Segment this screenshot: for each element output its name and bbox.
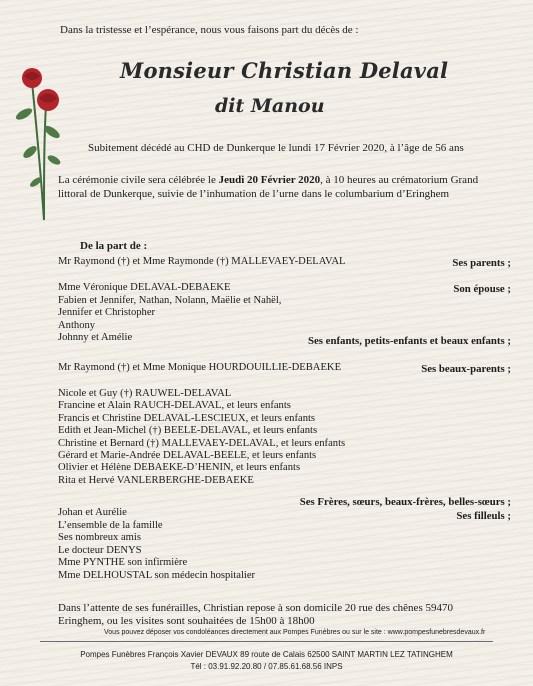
de-la-part-heading: De la part de : xyxy=(80,240,148,252)
intro-text: Dans la tristesse et l’espérance, nous vous faisons part du décès de : xyxy=(60,24,359,36)
list-item: Johan et Aurélie xyxy=(58,507,127,518)
list-item: Edith et Jean-Michel (†) BEELE-DELAVAL, et leurs enfants xyxy=(58,425,318,437)
funeral-home-phone: Tél : 03.91.92.20.80 / 07.85.61.68.56 INPS xyxy=(190,662,343,671)
in-laws-line: Mr Raymond (†) et Mme Monique HOURDOUILLIE-DEBAEKE xyxy=(58,362,342,373)
visitation-line2: Eringhem, ou les visites sont souhaitées de 15h00 à 18h00 xyxy=(58,615,315,627)
others-list xyxy=(58,507,255,583)
siblings-relation: Ses Frères, sœurs, beaux-frères, belles-sœurs ; xyxy=(299,496,511,508)
godchildren-relation: Ses filleuls ; xyxy=(456,510,511,522)
footer-divider xyxy=(40,641,493,642)
list-item: Fabien et Jennifer, Nathan, Nolann, Maëlie et Nahël, xyxy=(58,295,282,306)
list-item: Olivier et Hélène DEBAEKE-D’HENIN, et leurs enfants xyxy=(58,462,301,474)
ceremony-date: Jeudi 20 Février 2020 xyxy=(218,174,321,186)
siblings-list xyxy=(58,388,345,487)
condolences-note: Vous pouvez déposer vos condoléances directement aux Pompes Funèbres ou sur le site : www.pompesfunebresdevaux.fr xyxy=(104,629,486,636)
parents-relation: Ses parents ; xyxy=(452,257,511,269)
visitation-line1: Dans l’attente de ses funérailles, Christian repose à son domicile 20 rue des chênes 59470 xyxy=(58,602,453,614)
deceased-name: Monsieur Christian Delaval xyxy=(120,58,449,83)
list-item: Francis et Christine DELAVAL-LESCIEUX, et leurs enfants xyxy=(58,412,316,424)
list-item: Mme DELHOUSTAL son médecin hospitalier xyxy=(58,569,256,581)
funeral-home-address: Pompes Funèbres François Xavier DEVAUX 89 route de Calais 62500 SAINT MARTIN LEZ TATINGHEM xyxy=(80,650,453,659)
list-item: Mme PYNTHE son infirmière xyxy=(58,557,188,569)
visitation-info xyxy=(58,602,453,628)
deceased-nickname: dit Manou xyxy=(215,95,325,117)
list-item: Francine et Alain RAUCH-DELAVAL, et leurs enfants xyxy=(58,400,291,412)
list-item: Gérard et Marie-Andrée DELAVAL-BEELE, et leurs enfants xyxy=(58,450,317,462)
list-item: Johnny et Amélie xyxy=(58,332,133,344)
list-item: Rita et Hervé VANLERBERGHE-DEBAEKE xyxy=(58,474,254,486)
children-list xyxy=(58,295,281,345)
spouse-line: Mme Véronique DELAVAL-DEBAEKE xyxy=(58,282,231,293)
list-item: Christine et Bernard (†) MALLEVAEY-DELAVAL, et leurs enfants xyxy=(58,437,346,449)
ceremony-text-b: , à 10 heures au crématorium Grand xyxy=(320,174,479,186)
ceremony-text-line2: littoral de Dunkerque, suivie de l’inhumation de l’urne dans le columbarium d’Eringhem xyxy=(58,188,450,200)
list-item: L’ensemble de la famille xyxy=(58,519,163,531)
list-item: Jennifer et Christopher xyxy=(58,307,156,319)
list-item: Anthony xyxy=(58,319,96,331)
spouse-relation: Son épouse ; xyxy=(453,283,511,295)
parents-line: Mr Raymond (†) et Mme Raymonde (†) MALLEVAEY-DELAVAL xyxy=(58,256,346,267)
ceremony-text-a: La cérémonie civile sera célébrée le xyxy=(58,174,219,186)
list-item: Le docteur DENYS xyxy=(58,544,142,556)
in-laws-relation: Ses beaux-parents ; xyxy=(421,363,511,375)
children-relation: Ses enfants, petits-enfants et beaux enfants ; xyxy=(307,335,511,347)
list-item: Ses nombreux amis xyxy=(58,532,141,544)
ceremony-info xyxy=(58,173,478,201)
deceased-info: Subitement décédé au CHD de Dunkerque le lundi 17 Février 2020, à l’âge de 56 ans xyxy=(88,142,464,154)
list-item: Nicole et Guy (†) RAUWEL-DELAVAL xyxy=(58,388,232,399)
